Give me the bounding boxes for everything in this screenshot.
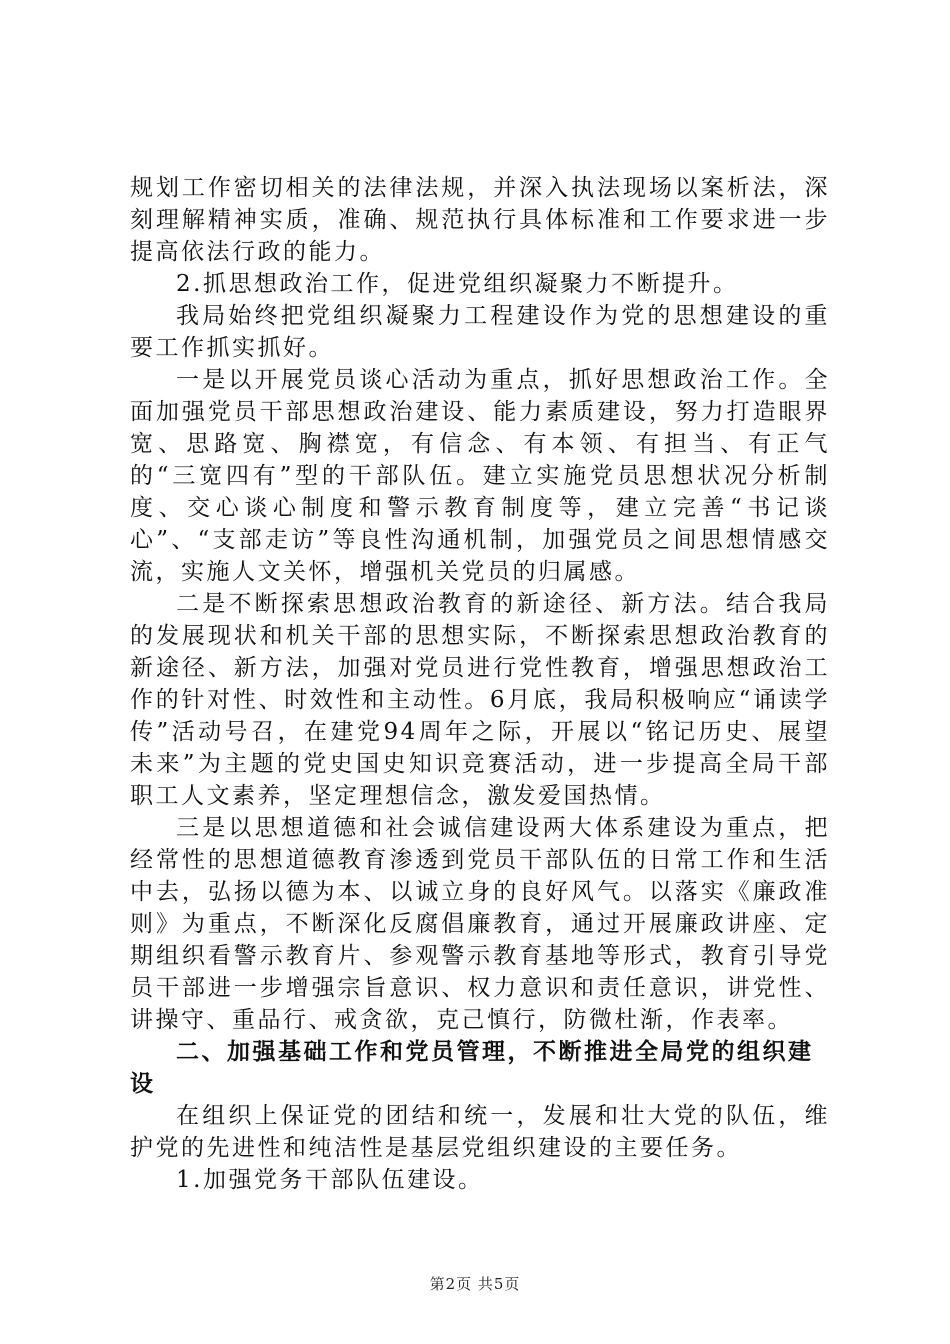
paragraph-point-two: 二是不断探索思想政治教育的新途径、新方法。结合我局的发展现状和机关干部的思想实际，不断探索思想政治教育的新途径、新方法，加强对党员进行党性教育，增强思想政治工作的针对性、时效性和主动性。6月底，我局积极响应“诵读学传”活动号召，在建党94周年之际，开展以“铭记历史、展望未来”为主题的党史国史知识竞赛活动，进一步提高全局干部职工人文素养，坚定理想信念，激发爱国热情。 [130,591,830,809]
subheading-ideological-work: 2.抓思想政治工作，促进党组织凝聚力不断提升。 [176,271,739,297]
paragraph-point-three: 三是以思想道德和社会诚信建设两大体系建设为重点，把经常性的思想道德教育渗透到党员干部队伍的日常工作和生活中去，弘扬以德为本、以诚立身的良好风气。以落实《廉政准则》为重点，不断深化反腐倡廉教育，通过开展廉政讲座、定期组织看警示教育片、参观警示教育基地等形式，教育引导党员干部进一步增强宗旨意识、权力意识和责任意识，讲党性、讲操守、重品行、戒贪欲，克己慎行，防微杜渐，作表率。 [130,815,830,1033]
paragraph-point-one: 一是以开展党员谈心活动为重点，抓好思想政治工作。全面加强党员干部思想政治建设、能力素质建设，努力打造眼界宽、思路宽、胸襟宽，有信念、有本领、有担当、有正气的“三宽四有”型的干部队伍。建立实施党员思想状况分析制度、交心谈心制度和警示教育制度等，建立完善“书记谈心”、“支部走访”等良性沟通机制，加强党员之间思想情感交流，实施人文关怀，增强机关党员的归属感。 [130,367,830,585]
paragraph-cohesion: 我局始终把党组织凝聚力工程建设作为党的思想建设的重要工作抓实抓好。 [130,303,830,361]
document-body [130,172,830,1196]
page-number-footer: 第2页 共5页 [429,1275,521,1293]
section-heading-two: 二、加强基础工作和党员管理，不断推进全局党的组织建设 [130,1039,814,1097]
subheading-cadre-team: 1.加强党务干部队伍建设。 [176,1167,484,1193]
paragraph-organization: 在组织上保证党的团结和统一，发展和壮大党的队伍，维护党的先进性和纯洁性是基层党组织建设的主要任务。 [130,1103,830,1161]
paragraph-continuation: 规划工作密切相关的法律法规，并深入执法现场以案析法，深刻理解精神实质，准确、规范执行具体标准和工作要求进一步提高依法行政的能力。 [130,175,830,265]
